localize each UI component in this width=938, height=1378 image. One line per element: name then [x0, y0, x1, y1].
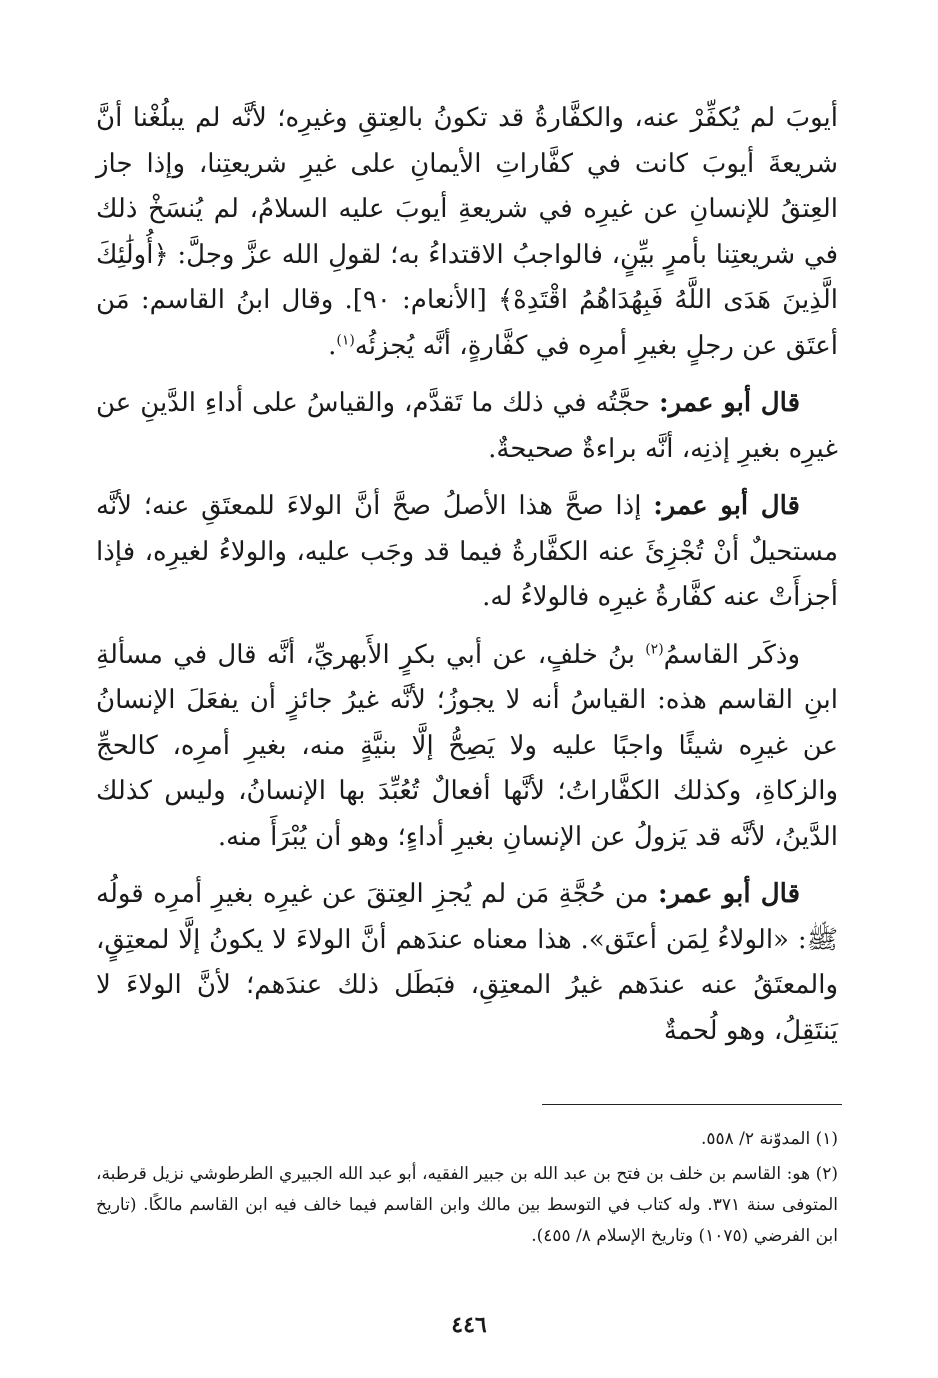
page-number: ٤٤٦ [451, 1312, 487, 1338]
paragraph-text: إذا صحَّ هذا الأصلُ صحَّ أنَّ الولاءَ للمعتَقِ عنه؛ لأنَّه مستحيلٌ أنْ تُجْزِئَ عنه الكفَّارةُ فيما قد وجَب عليه، والولاءُ لغيرِه، فإذا أجزأَتْ عنه كفَّارةُ غيرِه فالولاءُ له. [96, 491, 838, 612]
paragraph-2 [96, 381, 838, 472]
paragraph-1 [96, 96, 838, 369]
paragraph-3 [96, 484, 838, 621]
footnote-2: (٢) هو: القاسم بن خلف بن فتح بن عبد الله بن جبير الفقيه، أبو عبد الله الجبيري الطرطوشي نزيل قرطبة، المتوفى سنة ٣٧١. وله كتاب في التوسط بين مالك وابن القاسم فيما خالف فيه ابن القاسم مالكًا. (تاريخ ابن الفرضي (١٠٧٥) وتاريخ الإسلام ٨/ ٤٥٥). [96, 1164, 838, 1246]
paragraph-text: أيوبَ لم يُكفِّرْ عنه، والكفَّارةُ قد تكونُ بالعِتقِ وغيرِه؛ لأنَّه لم يبلُغْنا أنَّ شريعةَ أيوبَ كانت في كفَّاراتِ الأيمانِ على غيرِ شريعتِنا، وإذا جاز العِتقُ للإنسانِ عن غيرِه في شريعةِ أيوبَ عليه السلامُ، لم يُنسَخْ ذلك في شريعتِنا بأمرٍ بيِّنٍ، فالواجبُ الاقتداءُ به؛ لقولِ الله عزَّ وجلَّ: ﴿أُولَٰئِكَ الَّذِينَ هَدَى اللَّهُ فَبِهُدَاهُمُ اقْتَدِهْ﴾ [الأنعام: ٩٠]. وقال ابنُ القاسم: مَن أعتَق عن رجلٍ بغيرِ أمرِه في كفَّارةٍ، أنَّه يُجزئُه [96, 103, 838, 361]
paragraph-lead: قال أبو عمر: [659, 388, 801, 418]
paragraph-tail: . [328, 330, 337, 361]
paragraph-5 [96, 872, 838, 1054]
paragraph-4 [96, 633, 838, 861]
paragraph-tail: بنُ خلفٍ، عن أبي بكرٍ الأَبهريِّ، أنَّه قال في مسألةِ ابنِ القاسم هذه: القياسُ أنه لا يجوزُ؛ لأنَّه غيرُ جائزٍ أن يفعَلَ الإنسانُ عن غيرِه شيئًا واجبًا عليه ولا يَصِحُّ إلَّا بنيَّةٍ منه، بغيرِ أمرِه، كالحجِّ والزكاةِ، وكذلك الكفَّاراتُ؛ لأنَّها أفعالٌ تُعُبِّدَ بها الإنسانُ، وليس كذلك الدَّينُ، لأنَّه قد يَزولُ عن الإنسانِ بغيرِ أداءٍ؛ وهو أن يُبْرَأَ منه. [96, 639, 838, 852]
footnote-divider [542, 1104, 842, 1105]
paragraph-lead: قال أبو عمر: [653, 491, 800, 521]
paragraph-text: حجَّتُه في ذلك ما تَقدَّم، والقياسُ على أداءِ الدَّينِ عن غيرِه بغيرِ إذنِه، أنَّه براءةٌ صحيحةٌ. [96, 388, 838, 464]
footnotes [96, 1124, 838, 1256]
footnote-marker: (٢) [645, 640, 664, 657]
main-text [96, 96, 838, 1066]
paragraph-lead: قال أبو عمر: [658, 879, 800, 909]
paragraph-text: وذكَر القاسمُ [663, 639, 801, 670]
footnote-marker: (١) [336, 331, 355, 348]
paragraph-text: من حُجَّةِ مَن لم يُجزِ العِتقَ عن غيرِه بغيرِ أمرِه قولُه ﷺ: «الولاءُ لِمَن أعتَق». هذا معناه عندَهم أنَّ الولاءَ لا يكونُ إلَّا لمعتِقٍ، والمعتَقُ عنه عندَهم غيرُ المعتِقِ، فبَطَل ذلك عندَهم؛ لأنَّ الولاءَ لا يَنتَقِلُ، وهو لُحمةٌ [96, 879, 838, 1046]
footnote-1: (١) المدوّنة ٢/ ٥٥٨. [700, 1129, 838, 1149]
